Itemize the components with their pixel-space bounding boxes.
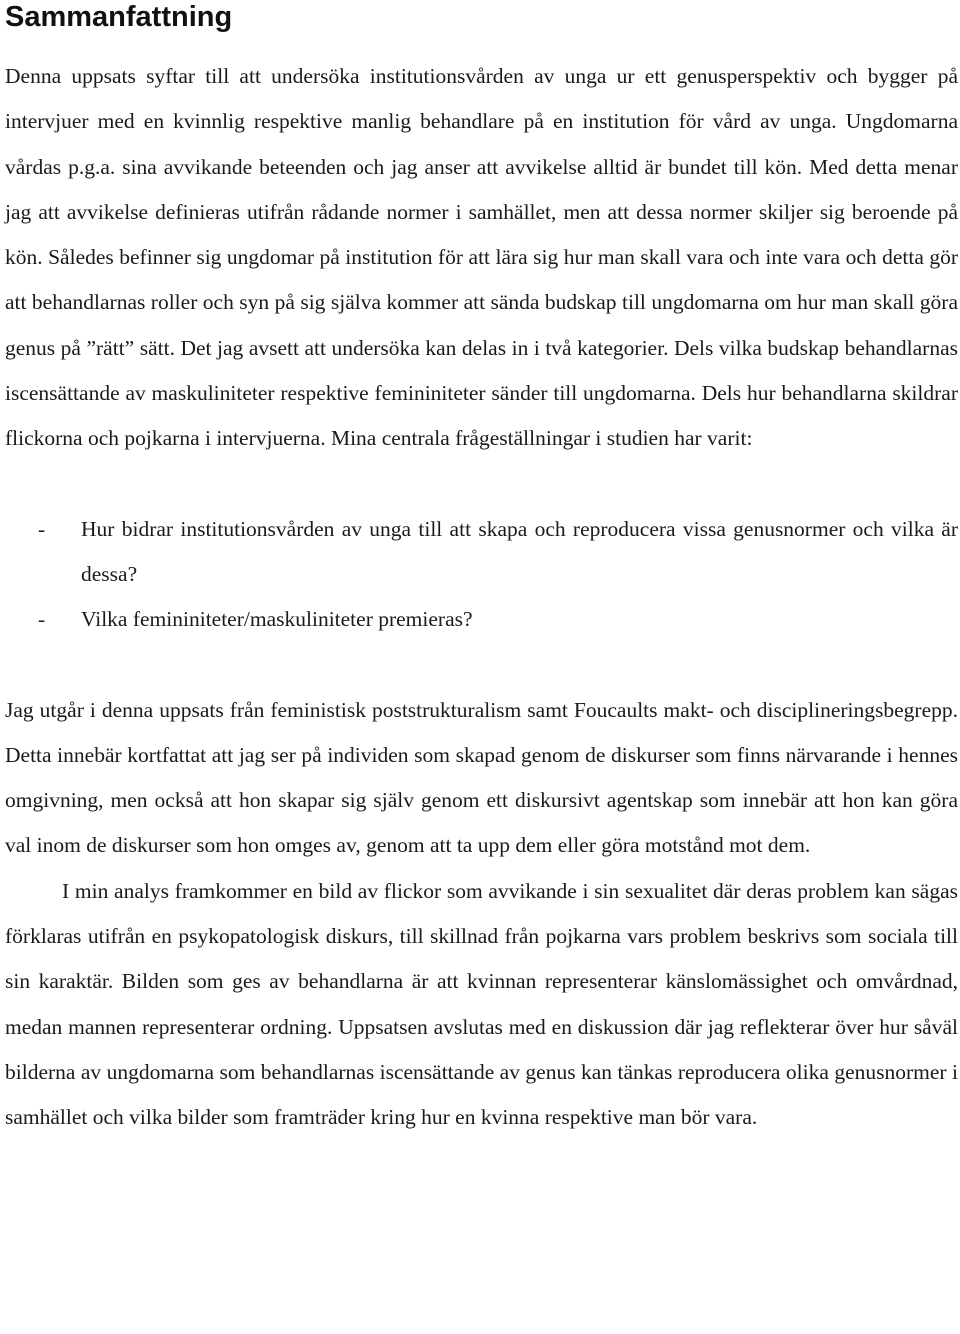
question-text: Vilka femininiteter/maskuliniteter premieras?: [81, 607, 473, 632]
question-text: Hur bidrar institutionsvården av unga till att skapa och reproducera vissa genusnormer och vilka är dessa?: [81, 516, 958, 586]
bullet-dash: -: [38, 516, 46, 541]
list-item: [5, 597, 958, 642]
theory-paragraph: Jag utgår i denna uppsats från feministisk poststrukturalism samt Foucaults makt- och disciplineringsbegrepp. Detta innebär kortfattat att jag ser på individen som skapad genom de diskurser som finns närvarande i hennes omgivning, men också att hon skapar sig själv genom ett diskursivt agentskap som innebär att hon kan göra val inom de diskurser som hon omges av, genom att ta upp dem eller göra motstånd mot dem.: [5, 697, 958, 858]
bullet-dash: -: [38, 607, 46, 632]
page-title: Sammanfattning: [5, 1, 233, 33]
intro-paragraph: Denna uppsats syftar till att undersöka institutionsvården av unga ur ett genusperspektiv och bygger på intervjuer med en kvinnlig respektive manlig behandlare på en institution för vård av unga. Ungdomarna vårdas p.g.a. sina avvikande beteenden och jag anser att avvikelse alltid är bundet till kön. Med detta menar jag att avvikelse definieras utifrån rådande normer i samhället, men att dessa normer skiljer sig beroende på kön. Således befinner sig ungdomar på institution för att lära sig hur man skall vara och inte vara och detta gör att behandlarnas roller och syn på sig själva kommer att sända budskap till ungdomarna om hur man skall göra genus på ”rätt” sätt. Det jag avsett att undersöka kan delas in i två kategorier. Dels vilka budskap behandlarnas iscensättande av maskuliniteter respektive femininiteter sänder till ungdomarna. Dels hur behandlarna skildrar flickorna och pojkarna i intervjuerna. Mina centrala frågeställningar i studien har varit:: [5, 64, 958, 451]
document-page: [5, 0, 958, 1141]
analysis-paragraph: I min analys framkommer en bild av flickor som avvikande i sin sexualitet där deras problem kan sägas förklaras utifrån en psykopatologisk diskurs, till skillnad från pojkarna vars problem beskrivs som sociala till sin karaktär. Bilden som ges av behandlarna är att kvinnan representerar känslomässighet och omvårdnad, medan mannen representerar ordning. Uppsatsen avslutas med en diskussion där jag reflekterar över hur såväl bilderna av ungdomarna som behandlarnas iscensättande av genus kan tänkas reproducera olika genusnormer i samhället och vilka bilder som framträder kring hur en kvinna respektive man bör vara.: [5, 878, 958, 1130]
list-item: [5, 507, 958, 598]
research-questions-list: [5, 507, 958, 643]
